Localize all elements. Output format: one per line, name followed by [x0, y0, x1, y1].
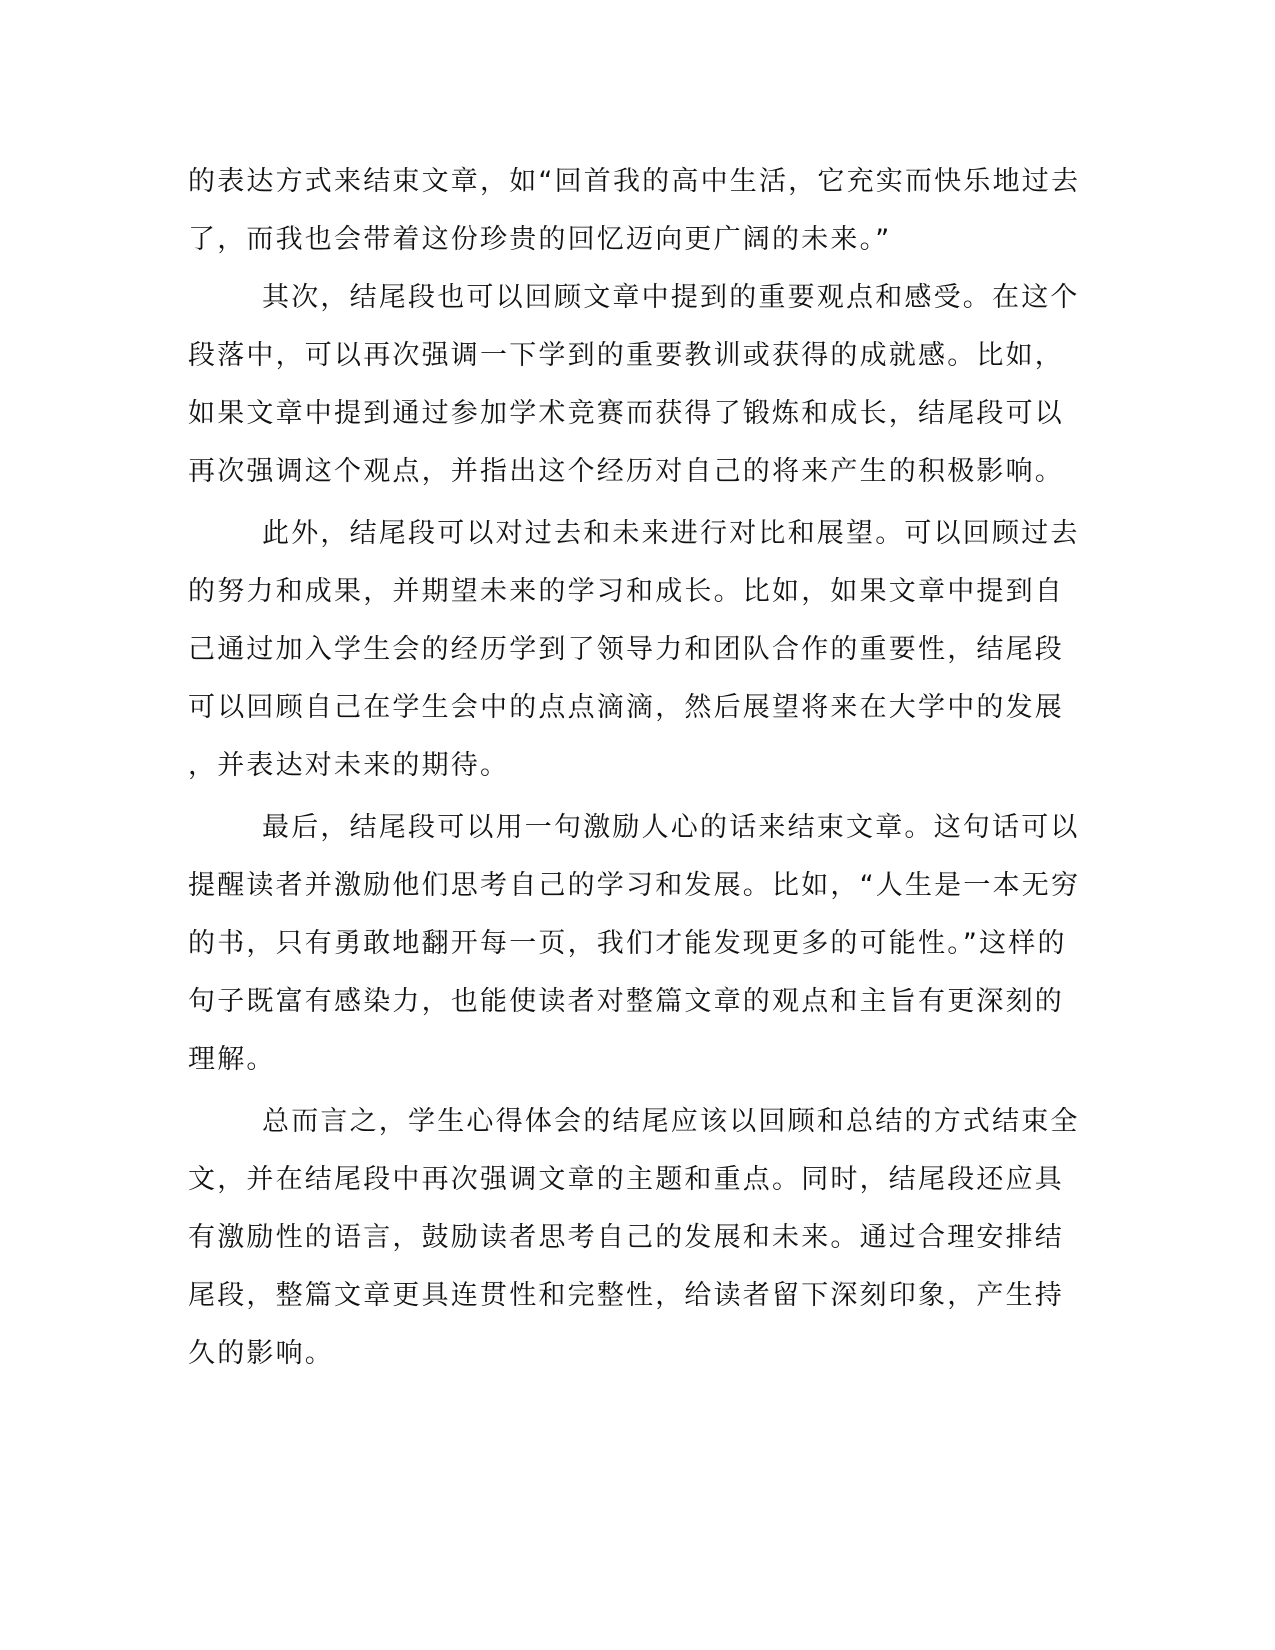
text-line: 的表达方式来结束文章，如“回首我的高中生活，它充实而快乐地过去: [188, 166, 1081, 197]
paragraph-first-line: 总而言之，学生心得体会的结尾应该以回顾和总结的方式结束全: [262, 1106, 1080, 1137]
text-line: 可以回顾自己在学生会中的点点滴滴，然后展望将来在大学中的发展: [188, 692, 1064, 723]
text-line: 有激励性的语言，鼓励读者思考自己的发展和未来。通过合理安排结: [188, 1222, 1064, 1253]
text-line: 提醒读者并激励他们思考自己的学习和发展。比如，“人生是一本无穷: [188, 870, 1081, 901]
text-line: 己通过加入学生会的经历学到了领导力和团队合作的重要性，结尾段: [188, 634, 1064, 665]
text-line: 句子既富有感染力，也能使读者对整篇文章的观点和主旨有更深刻的: [188, 986, 1064, 1017]
text-line: 尾段，整篇文章更具连贯性和完整性，给读者留下深刻印象，产生持: [188, 1280, 1064, 1311]
text-line: 的书，只有勇敢地翻开每一页，我们才能发现更多的可能性。”这样的: [188, 928, 1067, 959]
text-line: 理解。: [188, 1044, 276, 1075]
paragraph-first-line: 此外，结尾段可以对过去和未来进行对比和展望。可以回顾过去: [262, 518, 1080, 549]
text-line: ，并表达对未来的期待。: [188, 750, 510, 781]
text-line: 久的影响。: [188, 1338, 334, 1369]
text-line: 如果文章中提到通过参加学术竞赛而获得了锻炼和成长，结尾段可以: [188, 398, 1064, 429]
text-line: 了，而我也会带着这份珍贵的回忆迈向更广阔的未来。”: [188, 224, 892, 255]
text-line: 的努力和成果，并期望未来的学习和成长。比如，如果文章中提到自: [188, 576, 1064, 607]
text-line: 段落中，可以再次强调一下学到的重要教训或获得的成就感。比如，: [188, 340, 1064, 371]
text-line: 文，并在结尾段中再次强调文章的主题和重点。同时，结尾段还应具: [188, 1164, 1064, 1195]
paragraph-first-line: 最后，结尾段可以用一句激励人心的话来结束文章。这句话可以: [262, 812, 1080, 843]
text-line: 再次强调这个观点，并指出这个经历对自己的将来产生的积极影响。: [188, 456, 1064, 487]
paragraph-first-line: 其次，结尾段也可以回顾文章中提到的重要观点和感受。在这个: [262, 282, 1080, 313]
